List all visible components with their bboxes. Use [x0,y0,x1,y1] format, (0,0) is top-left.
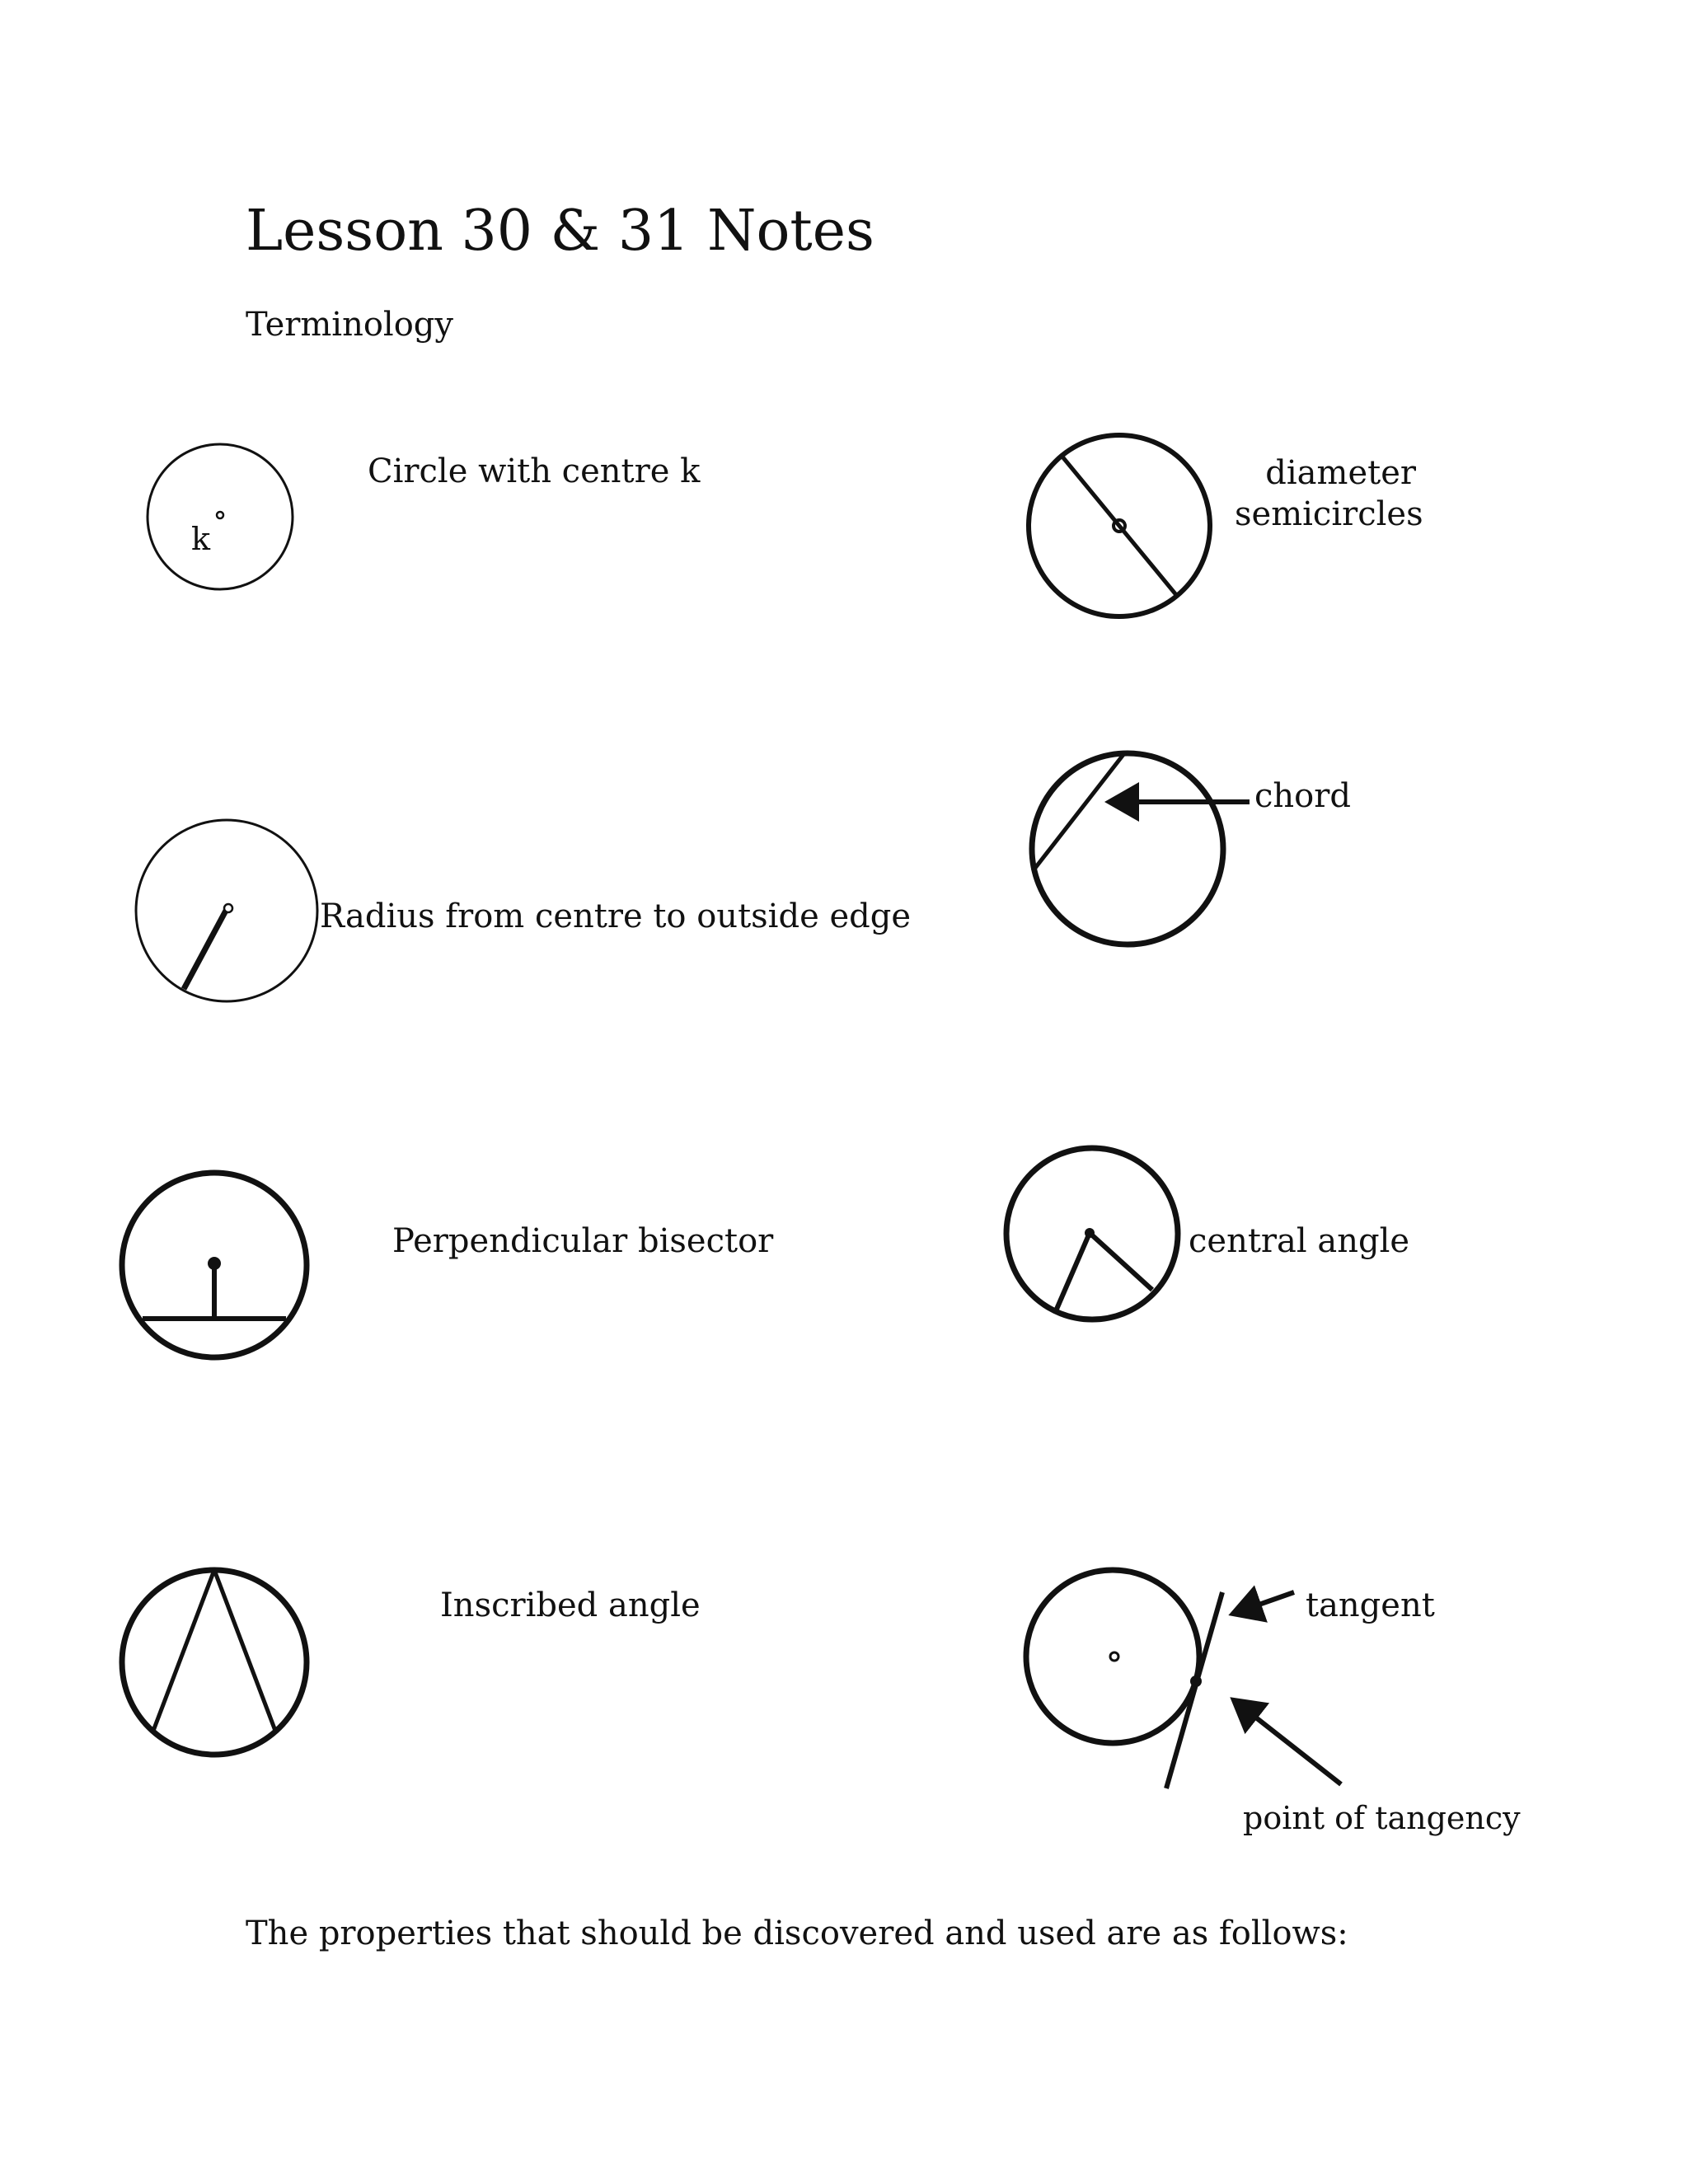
central-angle-figure [1006,1148,1178,1319]
point-of-tangency-arrow [1234,1700,1341,1784]
section-heading: Terminology [246,306,454,344]
circle-figure [148,444,293,589]
diameter-figure [1029,435,1210,616]
tangent-label: tangent [1306,1586,1435,1624]
semicircles-label: semicircles [1235,495,1423,533]
center-point-k [217,512,223,518]
inscribed-angle-label: Inscribed angle [440,1586,701,1624]
chord-figure [1032,752,1250,944]
page-title: Lesson 30 & 31 Notes [246,199,874,264]
inscribed-angle-figure [122,1570,307,1755]
radius-center-point [224,904,232,912]
tangent-arrow [1233,1592,1294,1614]
tangent-figure [1026,1570,1341,1788]
radius-figure [136,820,317,1001]
circle-label: Circle with centre k [368,452,701,490]
radius-label: Radius from centre to outside edge [320,898,912,935]
chord-label: chord [1254,777,1351,815]
perpendicular-bisector-figure [122,1173,307,1357]
central-angle-vertex [1085,1228,1095,1238]
point-of-tangency-label: point of tangency [1243,1800,1521,1836]
point-of-tangency-dot [1190,1675,1202,1687]
bisector-center-point [208,1257,221,1270]
central-angle-label: central angle [1189,1222,1410,1260]
perpendicular-bisector-label: Perpendicular bisector [392,1222,774,1260]
properties-intro: The properties that should be discovered and used are as follows: [246,1915,1348,1952]
tangent-circle-center [1110,1652,1118,1661]
circle-center-label: k [191,521,211,557]
diameter-label: diameter [1265,454,1416,492]
